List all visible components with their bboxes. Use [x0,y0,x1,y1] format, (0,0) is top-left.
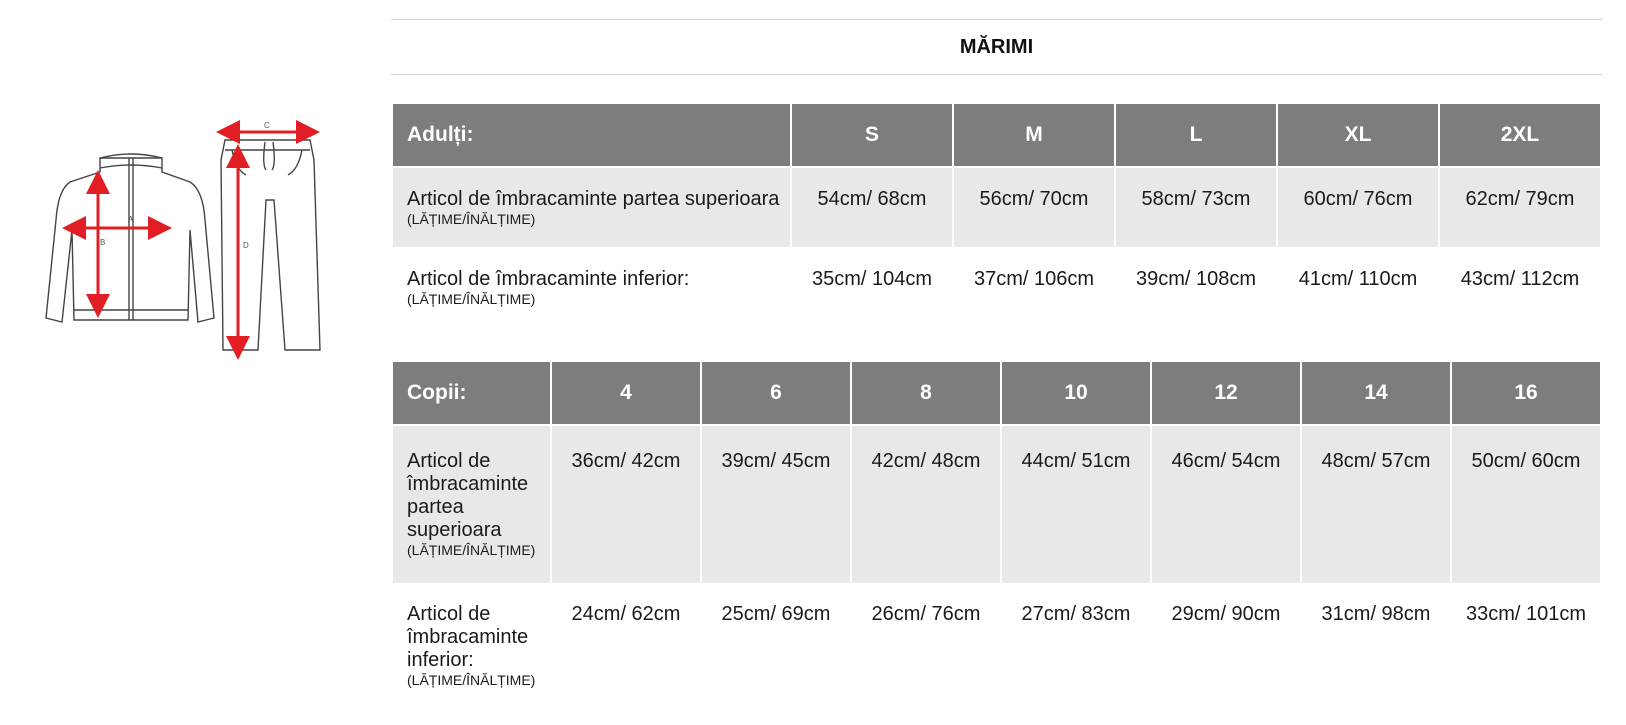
size-cell: 50cm/ 60cm [1452,426,1600,583]
size-cell: 58cm/ 73cm [1116,168,1276,247]
pants-label-c: C [264,121,270,130]
jacket-icon [46,154,214,322]
title-bar [391,19,1602,75]
size-guide-illustration [40,120,340,380]
adult-size-table [391,104,1602,328]
row-label [393,168,790,247]
size-cell: 41cm/ 110cm [1298,268,1418,290]
size-cell: 48cm/ 57cm [1302,426,1450,583]
row-label-sub: (LĂȚIME/ÎNĂLȚIME) [407,211,536,227]
garment-diagram [40,120,340,380]
size-cell: 62cm/ 79cm [1440,168,1600,247]
size-cell: 43cm/ 112cm [1460,268,1580,290]
row-label-sub: (LĂȚIME/ÎNĂLȚIME) [407,291,536,307]
jacket-label-b: B [100,238,106,247]
size-cell: 36cm/ 42cm [552,426,700,583]
kids-size-8: 8 [852,362,1000,426]
size-cell: 37cm/ 106cm [973,268,1095,290]
row-label [393,247,790,328]
size-cell: 27cm/ 83cm [1021,603,1131,625]
size-cell: 39cm/ 45cm [702,426,850,583]
row-label-sub: (LĂȚIME/ÎNĂLȚIME) [407,542,536,558]
size-cell: 26cm/ 76cm [871,603,981,625]
kids-size-6: 6 [702,362,850,426]
kids-size-4: 4 [552,362,700,426]
size-cell: 60cm/ 76cm [1278,168,1438,247]
jacket-label-a: A [128,215,134,224]
pants-label-d: D [243,241,249,250]
page-title: MĂRIMI [959,35,1034,58]
pants-icon [221,140,320,350]
adult-row-top [393,168,1600,247]
adult-header-row [393,104,1600,168]
kids-size-16: 16 [1452,362,1600,426]
kids-header-label: Copii: [393,362,550,426]
kids-header-row [393,362,1600,426]
row-label-text: Articol de îmbracaminte inferior: [407,268,690,290]
size-cell: 31cm/ 98cm [1321,603,1431,625]
size-cell: 33cm/ 101cm [1465,603,1587,625]
size-cell: 35cm/ 104cm [811,268,933,290]
row-label-text: Articol de îmbracaminte partea superioara [407,188,780,210]
row-label-sub: (LĂȚIME/ÎNĂLȚIME) [407,672,536,688]
size-cell: 39cm/ 108cm [1135,268,1257,290]
kids-row-bottom [393,583,1600,703]
adult-size-l: L [1116,104,1276,168]
size-cell: 25cm/ 69cm [721,603,831,625]
size-cell: 54cm/ 68cm [792,168,952,247]
size-cell: 46cm/ 54cm [1152,426,1300,583]
size-cell: 44cm/ 51cm [1002,426,1150,583]
adult-size-m: M [954,104,1114,168]
adult-size-s: S [792,104,952,168]
size-cell: 29cm/ 90cm [1171,603,1281,625]
row-label [393,426,550,583]
adult-row-bottom [393,247,1600,328]
row-label-text: Articol de îmbracaminte inferior: [407,603,529,671]
kids-size-14: 14 [1302,362,1450,426]
kids-size-table [391,362,1602,703]
row-label [393,583,550,703]
kids-size-10: 10 [1002,362,1150,426]
kids-row-top [393,426,1600,583]
adult-size-2xl: 2XL [1440,104,1600,168]
size-cell: 56cm/ 70cm [954,168,1114,247]
adult-header-label: Adulți: [393,104,790,168]
size-cell: 24cm/ 62cm [571,603,681,625]
size-cell: 42cm/ 48cm [852,426,1000,583]
adult-size-xl: XL [1278,104,1438,168]
row-label-text: Articol de îmbracaminte partea superioara [407,450,529,541]
kids-size-12: 12 [1152,362,1300,426]
